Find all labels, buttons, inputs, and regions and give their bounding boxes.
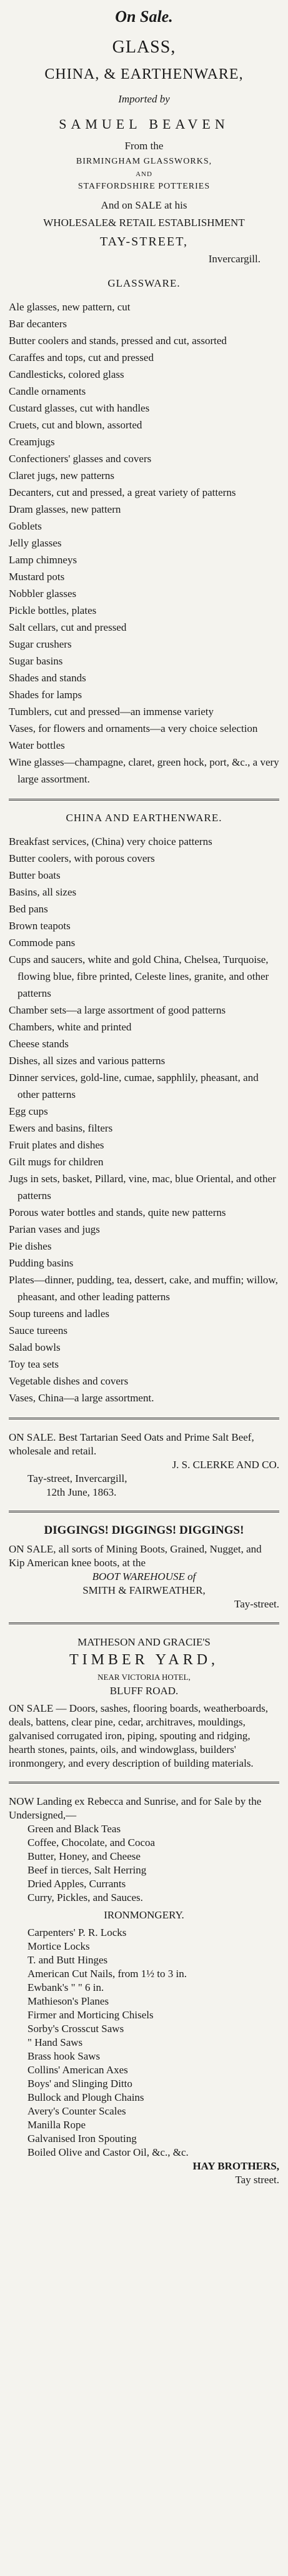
list-item: Jugs in sets, basket, Pillard, vine, mac, blue Oriental, and other patterns: [9, 1173, 276, 1202]
on-sale-heading: On Sale.: [115, 7, 173, 26]
list-item: Mustard pots: [9, 571, 65, 583]
list-item: Pudding basins: [9, 1257, 74, 1269]
source-birmingham: BIRMINGHAM GLASSWORKS,: [76, 157, 212, 166]
divider: [9, 1622, 279, 1624]
list-item: Butter, Honey, and Cheese: [27, 1850, 141, 1862]
list-item: Brass hook Saws: [27, 2050, 101, 2062]
ironmongery-title: IRONMONGERY.: [104, 1909, 184, 1921]
list-item: Avery's Counter Scales: [27, 2105, 126, 2117]
seeds-place: Tay-street, Invercargill,: [27, 1473, 127, 1484]
list-item: Vases, China—a large assortment.: [9, 1392, 154, 1404]
list-item: Pickle bottles, plates: [9, 605, 97, 616]
list-item: Candlesticks, colored glass: [9, 368, 124, 380]
hay-signature: HAY BROTHERS,: [192, 2160, 279, 2172]
seeds-text: ON SALE. Best Tartarian Seed Oats and Prime Salt Beef, wholesale and retail.: [9, 1431, 254, 1457]
hay-street: Tay street.: [235, 2174, 279, 2186]
list-item: Porous water bottles and stands, quite new patterns: [9, 1207, 226, 1218]
list-item: Water bottles: [9, 739, 65, 751]
list-item: T. and Butt Hinges: [27, 1954, 108, 1966]
list-item: Caraffes and tops, cut and pressed: [9, 352, 154, 363]
list-item: Brown teapots: [9, 920, 71, 932]
list-item: Boiled Olive and Castor Oil, &c., &c.: [27, 2146, 189, 2158]
list-item: Collins' American Axes: [27, 2064, 128, 2076]
list-item: Plates—dinner, pudding, tea, dessert, cake, and muffin; willow, pheasant, and other leading patterns: [9, 1274, 278, 1303]
list-item: Breakfast services, (China) very choice patterns: [9, 836, 212, 847]
boots-title: DIGGINGS! DIGGINGS! DIGGINGS!: [44, 1524, 244, 1537]
list-item: Chamber sets—a large assortment of good patterns: [9, 1004, 226, 1016]
list-item: Boys' and Slinging Ditto: [27, 2078, 132, 2090]
hay-intro: NOW Landing ex Rebecca and Sunrise, and for Sale by the Undersigned,—: [9, 1795, 262, 1821]
list-item: Carpenters' P. R. Locks: [27, 1927, 127, 1938]
list-item: Butter coolers, with porous covers: [9, 852, 155, 864]
imported-by: Imported by: [118, 93, 170, 105]
list-item: Ewers and basins, filters: [9, 1122, 113, 1134]
list-item: Wine glasses—champagne, claret, green hock, port, &c., a very large assortment.: [9, 756, 279, 785]
list-item: Dried Apples, Currants: [27, 1878, 126, 1890]
list-item: Dram glasses, new pattern: [9, 503, 121, 515]
list-item: Bullock and Plough Chains: [27, 2091, 144, 2103]
timber-road: BLUFF ROAD.: [109, 1685, 179, 1697]
glassware-list: [9, 299, 279, 787]
list-item: Butter coolers and stands, pressed and cut, assorted: [9, 335, 227, 347]
list-item: Ewbank's " " 6 in.: [27, 1981, 104, 1993]
list-item: Pie dishes: [9, 1240, 52, 1252]
list-item: Egg cups: [9, 1105, 48, 1117]
list-item: Parian vases and jugs: [9, 1223, 100, 1235]
list-item: Soup tureens and ladles: [9, 1308, 109, 1320]
timber-title: TIMBER YARD,: [69, 1652, 219, 1668]
street: TAY-STREET,: [100, 235, 188, 249]
list-item: Goblets: [9, 520, 42, 532]
hay-ad: [9, 1795, 279, 2187]
divider: [9, 1418, 279, 1419]
divider: [9, 799, 279, 801]
list-item: Toy tea sets: [9, 1358, 59, 1370]
list-item: Mortice Locks: [27, 1940, 90, 1952]
list-item: Dinner services, gold-line, cumae, sapphlily, pheasant, and other patterns: [9, 1072, 259, 1100]
list-item: Sugar crushers: [9, 638, 72, 650]
list-item: Confectioners' glasses and covers: [9, 453, 152, 465]
glassware-title: GLASSWARE.: [107, 277, 181, 289]
title-glass: GLASS,: [112, 37, 176, 57]
timber-text: ON SALE — Doors, sashes, flooring boards, weatherboards, deals, battens, clear pine, cedar, architraves, mouldings, galvanised corrugated iron, piping, spouting and ridging, hearth stones, paints, oils, and windowglass, builders' ironmongery, and every description of building materials.: [9, 1702, 269, 1769]
list-item: Bed pans: [9, 903, 48, 915]
list-item: Manilla Rope: [27, 2119, 86, 2131]
list-item: Cups and saucers, white and gold China, Chelsea, Turquoise, flowing blue, fibre printed, Celeste lines, granite, and other patterns: [9, 954, 269, 999]
china-list: [9, 833, 279, 1406]
and-label: AND: [136, 170, 152, 178]
list-item: Tumblers, cut and pressed—an immense variety: [9, 706, 214, 718]
list-item: Decanters, cut and pressed, a great variety of patterns: [9, 486, 236, 498]
ironmongery-list: [9, 1926, 279, 2159]
source-staffordshire: STAFFORDSHIRE POTTERIES: [77, 182, 211, 191]
list-item: Shades for lamps: [9, 689, 82, 701]
town: Invercargill.: [208, 253, 261, 265]
from-label: From the: [124, 140, 164, 152]
list-item: Creamjugs: [9, 436, 55, 448]
list-item: Chambers, white and printed: [9, 1021, 132, 1033]
list-item: Nobbler glasses: [9, 588, 77, 600]
list-item: Lamp chimneys: [9, 554, 77, 566]
list-item: Coffee, Chocolate, and Cocoa: [27, 1837, 156, 1848]
list-item: Dishes, all sizes and various patterns: [9, 1055, 166, 1067]
list-item: Mathieson's Planes: [27, 1995, 109, 2007]
list-item: Cheese stands: [9, 1038, 69, 1050]
list-item: Claret jugs, new patterns: [9, 470, 115, 481]
boots-ad: [9, 1524, 279, 1611]
seeds-ad: [9, 1431, 279, 1499]
list-item: American Cut Nails, from 1½ to 3 in.: [27, 1968, 187, 1980]
timber-firm: MATHESON AND GRACIE'S: [77, 1636, 211, 1648]
list-item: Gilt mugs for children: [9, 1156, 104, 1168]
list-item: Vegetable dishes and covers: [9, 1375, 129, 1387]
importer-name: SAMUEL BEAVEN: [59, 116, 229, 132]
list-item: Shades and stands: [9, 672, 86, 684]
list-item: Sauce tureens: [9, 1325, 67, 1336]
list-item: Ale glasses, new pattern, cut: [9, 301, 131, 313]
list-item: Firmer and Morticing Chisels: [27, 2009, 154, 2021]
boots-text: ON SALE, all sorts of Mining Boots, Grained, Nugget, and Kip American knee boots, at the: [9, 1543, 262, 1569]
list-item: Fruit plates and dishes: [9, 1139, 104, 1151]
timber-ad: [9, 1636, 279, 1770]
list-item: Galvanised Iron Spouting: [27, 2133, 137, 2144]
list-item: Green and Black Teas: [27, 1823, 121, 1835]
list-item: Commode pans: [9, 937, 76, 949]
list-item: Curry, Pickles, and Sauces.: [27, 1892, 143, 1903]
list-item: Sorby's Crosscut Saws: [27, 2023, 124, 2035]
timber-near: NEAR VICTORIA HOTEL,: [97, 1672, 191, 1682]
list-item: Butter boats: [9, 869, 61, 881]
list-item: Salad bowls: [9, 1341, 61, 1353]
list-item: Vases, for flowers and ornaments—a very choice selection: [9, 723, 258, 734]
list-item: Bar decanters: [9, 318, 67, 330]
list-item: Basins, all sizes: [9, 886, 77, 898]
list-item: Cruets, cut and blown, assorted: [9, 419, 142, 431]
sale-at: And on SALE at his: [101, 199, 187, 211]
seeds-date: 12th June, 1863.: [46, 1486, 117, 1498]
divider: [9, 1511, 279, 1513]
list-item: Salt cellars, cut and pressed: [9, 621, 127, 633]
china-title: CHINA AND EARTHENWARE.: [66, 812, 222, 824]
grocery-list: [9, 1822, 279, 1905]
divider: [9, 1782, 279, 1784]
list-item: " Hand Saws: [27, 2036, 83, 2048]
list-item: Candle ornaments: [9, 385, 86, 397]
list-item: Custard glasses, cut with handles: [9, 402, 150, 414]
boots-firm: SMITH & FAIRWEATHER,: [82, 1584, 206, 1596]
boots-street: Tay-street.: [234, 1598, 279, 1610]
seeds-signature: J. S. CLERKE AND CO.: [172, 1459, 279, 1471]
list-item: Beef in tierces, Salt Herring: [27, 1864, 147, 1876]
list-item: Jelly glasses: [9, 537, 62, 549]
list-item: Sugar basins: [9, 655, 63, 667]
establishment: WHOLESALE& RETAIL ESTABLISHMENT: [43, 217, 245, 229]
boots-warehouse: BOOT WAREHOUSE of: [92, 1571, 196, 1582]
title-china: CHINA, & EARTHENWARE,: [44, 66, 244, 82]
